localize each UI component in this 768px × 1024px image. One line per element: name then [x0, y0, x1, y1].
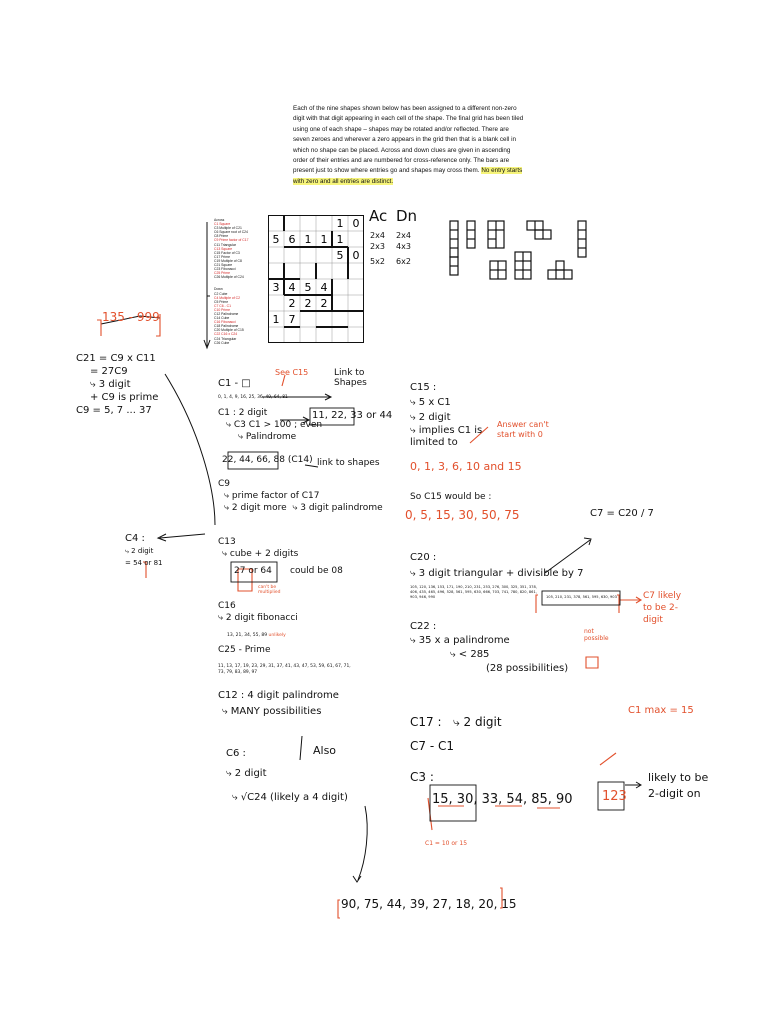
down-clue: C4 Multiple of C2: [214, 295, 241, 300]
grid-digit: 0: [352, 249, 360, 262]
grid-digit: 1: [336, 233, 344, 246]
across-clue: C21 Square: [214, 263, 233, 268]
c22-notes: C22 : ⤷ 35 x a palindrome ⤷ < 285 (28 possibilities): [410, 621, 569, 674]
grid-digit: 2: [304, 297, 312, 310]
down-clue: C2 Cube: [214, 291, 228, 296]
c13-red-note: can't be multiplied: [258, 585, 281, 595]
across-clue: C6 Square root of C24: [214, 230, 248, 235]
down-clue: C20 Multiple of C15: [214, 328, 244, 333]
shapes-diagram: [450, 221, 586, 279]
notes-dn-header: Dn: [396, 207, 418, 225]
c13-could: could be 08: [290, 566, 343, 576]
grid-digit: 6: [288, 233, 296, 246]
c12-notes: C12 : 4 digit palindrome ⤷ MANY possibilities: [218, 690, 339, 717]
c7-red-note: C7 likely to be 2-digit: [643, 591, 682, 625]
across-clue: C15 Factor of C3: [214, 250, 240, 255]
see-c15: See C15: [275, 368, 309, 377]
c6-sqrt: ⤷ √C24 (likely a 4 digit): [232, 792, 348, 803]
down-clue: C26 Cube: [214, 340, 230, 345]
c15-would: So C15 would be :: [410, 492, 492, 502]
c17-notes: C17 : ⤷ 2 digit C7 - C1: [410, 715, 502, 753]
across-clue: C11 Triangular: [214, 242, 236, 247]
c15-box: 0, 1, 3, 6, 10 and 15: [410, 460, 522, 473]
across-clue: C8 Prime: [214, 234, 229, 239]
c7-formula: C7 = C20 / 7: [590, 508, 654, 519]
down-clue: C10 Prime: [214, 307, 231, 312]
c3-likely: likely to be 2-digit on: [648, 771, 709, 800]
across-header: Across: [214, 218, 225, 222]
grid-digit: 1: [336, 217, 344, 230]
notes-dn-values: 2x4 4x3 6x2: [396, 231, 411, 266]
notes-ac-header: Ac: [369, 207, 388, 225]
grid-digit: 2: [320, 297, 328, 310]
across-clue: C23 Fibonacci: [214, 267, 236, 272]
across-clue: C25 Prime: [214, 271, 231, 276]
c1-10-or-15: C1 = 10 or 15: [425, 840, 468, 847]
grid-digit: 4: [288, 281, 296, 294]
c16-list: 13, 21, 34, 55, 89 unlikely: [227, 633, 286, 638]
down-clue: C7 C6 - C1: [214, 303, 231, 308]
down-clue: C14 Cube: [214, 316, 230, 321]
c9-notes: C9 ⤷ prime factor of C17 ⤷ 2 digit more ⤷ 3 digit palindrome: [218, 479, 383, 513]
c1-box-text: 11, 22, 33 or 44: [312, 410, 393, 421]
c16-notes: C16 ⤷ 2 digit fibonacci: [218, 601, 298, 623]
down-clue: C18 Palindrome: [214, 324, 239, 329]
c21-notes: C21 = C9 x C11 = 27C9 ⤷ 3 digit + C9 is prime C9 = 5, 7 ... 37: [76, 353, 159, 416]
c1-max: C1 max = 15: [628, 705, 694, 716]
grid-digit: 2: [288, 297, 296, 310]
across-clue: C3 Multiple of C21: [214, 226, 242, 231]
across-clue: C17 Prime: [214, 254, 231, 259]
across-clue: C19 Multiple of C8: [214, 258, 242, 263]
c13-notes: C13 ⤷ cube + 2 digits: [218, 537, 299, 559]
grid-digit: 7: [288, 313, 296, 326]
across-clue: C1 Square: [214, 222, 231, 227]
across-clue: C26 Multiple of C24: [214, 275, 244, 280]
c1-squares: 0, 1, 4, 9, 16, 25, 36, 49, 64, 81: [218, 395, 288, 400]
answer-cant: Answer can't start with 0: [497, 420, 549, 439]
range-note: 135 - 999: [102, 310, 160, 324]
grid-digit: 1: [320, 233, 328, 246]
c1-conditions: C1 : 2 digit ⤷ C3 C1 > 100 ; even ⤷ Palindrome: [218, 408, 323, 442]
down-clue: C16 Fibonacci: [214, 320, 236, 325]
also-note: Also: [313, 744, 337, 757]
c3-label: C3 :: [410, 770, 434, 784]
grid-digit: 5: [304, 281, 312, 294]
c20-box-text: 105, 210, 231, 378, 561, 595, 630, 903: [546, 595, 617, 599]
c25-list: 11, 13, 17, 19, 23, 29, 31, 37, 41, 43, 47, 53, 59, 61, 67, 71, 73, 79, 83, 89, 97: [218, 664, 351, 675]
across-clue: C9 Prime factor of C17: [214, 238, 249, 243]
instructions-highlight: No entry starts with zero and all entries are distinct.: [293, 167, 523, 185]
grid-digit: 0: [352, 217, 360, 230]
grid-digit: 5: [272, 233, 280, 246]
c3-box-text: 123: [602, 789, 627, 804]
link-to-shapes-2: link to shapes: [317, 458, 380, 468]
down-clue: C5 Prime: [214, 299, 229, 304]
not-possible: not possible: [584, 628, 609, 642]
c15-notes: C15 : ⤷ 5 x C1 ⤷ 2 digit ⤷ implies C1 is limited to: [410, 382, 483, 448]
c15-box-2: 0, 5, 15, 30, 50, 75: [405, 508, 520, 522]
down-clue: C24 Triangular: [214, 336, 237, 341]
down-header: Down: [214, 287, 223, 292]
c1-evens: 22, 44, 66, 88 (C14): [222, 455, 313, 465]
c25-label: C25 - Prime: [218, 645, 271, 655]
c4-notes: C4 : ⤷ 2 digit = 54 or 81: [125, 533, 163, 567]
grid-digit: 1: [272, 313, 280, 326]
c13-box-text: 27 or 64: [234, 566, 272, 576]
grid-digit: 5: [336, 249, 344, 262]
c3-list: 15, 30, 33, 54, 85, 90: [432, 792, 573, 807]
notes-ac-values: 2x4 2x3 5x2: [370, 231, 385, 266]
c20-list: 105, 120, 136, 153, 171, 190, 210, 231, 253, 276, 300, 325, 351, 378, 406, 435, 465, 496, 528, 561, 595, 630, 666, 703, 741, 780, 820, 861, 903, 946, 990: [410, 585, 537, 599]
instructions-text: Each of the nine shapes shown below has been assigned to a different non-zero digit with that digit appearing in each cell of the shape. The final grid has been tiled using one of each shape – shapes may be rotated and/or reflected. There are seven zeroes and wherever a zero appears in the grid then that is a blank cell in which no shape can be placed. Across and down clues are given in ascending order of their entries and are numbered for cross-reference only. The bars are present just to show where entries go and shapes may cross them.: [293, 105, 524, 175]
grid-digit: 1: [304, 233, 312, 246]
c1-label: C1 - □: [218, 378, 251, 389]
grid-digit: 3: [272, 281, 280, 294]
c20-notes: C20 : ⤷ 3 digit triangular + divisible by 7: [410, 552, 584, 579]
link-to-shapes: Link to Shapes: [334, 368, 367, 388]
grid-digit: 4: [320, 281, 328, 294]
c6-notes: C6 : ⤷ 2 digit: [226, 748, 267, 779]
across-clue: C13 Square: [214, 246, 233, 251]
bottom-list: 90, 75, 44, 39, 27, 18, 20, 15: [341, 897, 517, 911]
down-clue: C22 C16 x C24: [214, 332, 238, 337]
down-clue: C12 Palindrome: [214, 311, 239, 316]
